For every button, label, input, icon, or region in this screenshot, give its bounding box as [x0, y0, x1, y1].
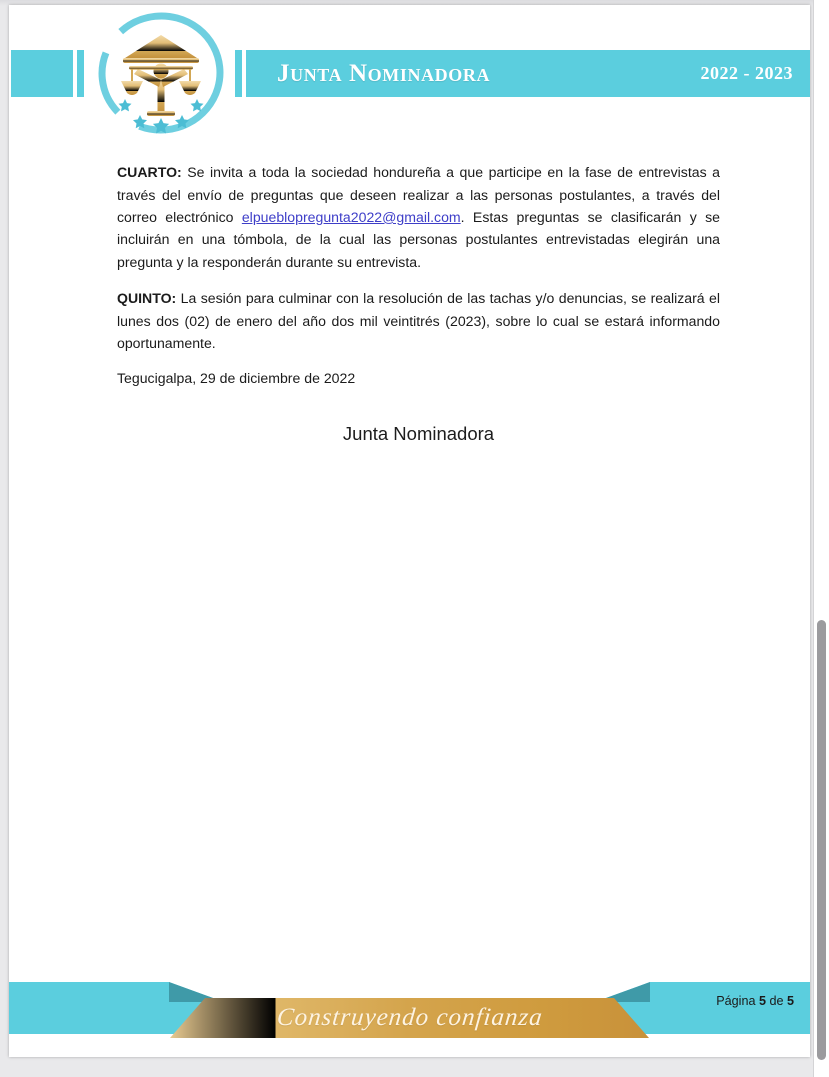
footer-ribbon-graphic [9, 974, 810, 1040]
header-divider-bar-right [235, 50, 242, 97]
vertical-scrollbar-thumb[interactable] [817, 620, 826, 1060]
paragraph-quinto [117, 287, 720, 354]
page-number-middle: de [765, 994, 787, 1008]
paragraph-quinto-text: La sesión para culminar con la resolución de las tachas y/o denuncias, se realizará el lunes dos (02) de enero del año dos mil veintitrés (2023), sobre lo cual se estará informando oportunamente. [117, 290, 720, 351]
header-years: 2022 - 2023 [700, 63, 793, 83]
email-link[interactable]: elpueblopregunta2022@gmail.com [241, 208, 461, 225]
document-page [9, 5, 810, 1057]
page-footer [9, 974, 810, 1040]
paragraph-cuarto [117, 161, 720, 273]
header-title: Junta Nominadora [277, 60, 491, 87]
page-number-current: 5 [758, 994, 766, 1008]
page-number-indicator [716, 994, 794, 1008]
page-header [9, 5, 810, 135]
paragraph-cuarto-label: CUARTO: [117, 164, 182, 181]
signature-line: Junta Nominadora [342, 423, 495, 444]
header-left-accent-block [11, 50, 73, 97]
scales-of-justice-emblem-icon [94, 11, 228, 135]
paragraph-cuarto-text-before: Se invita a toda la sociedad hondureña a que participe en la fase de entrevistas a través del envío de preguntas que deseen realizar a las personas postulantes, a través del correo electrónico [117, 164, 720, 225]
footer-slogan: Construyendo confianza [275, 1004, 544, 1031]
header-banner [246, 50, 810, 97]
page-number-prefix: Página [716, 994, 759, 1008]
page-number-total: 5 [786, 994, 794, 1008]
vertical-scrollbar-track[interactable] [813, 0, 829, 1077]
paragraph-cuarto-text-after: . Estas preguntas se clasificarán y se incluirán en una tómbola, de la cual las personas postulantes entrevistadas elegirán una pregunta y la responderán durante su entrevista. [117, 208, 720, 270]
paragraph-quinto-label: QUINTO: [117, 290, 177, 307]
header-divider-bar-left [77, 50, 84, 97]
place-and-date: Tegucigalpa, 29 de diciembre de 2022 [117, 370, 356, 387]
